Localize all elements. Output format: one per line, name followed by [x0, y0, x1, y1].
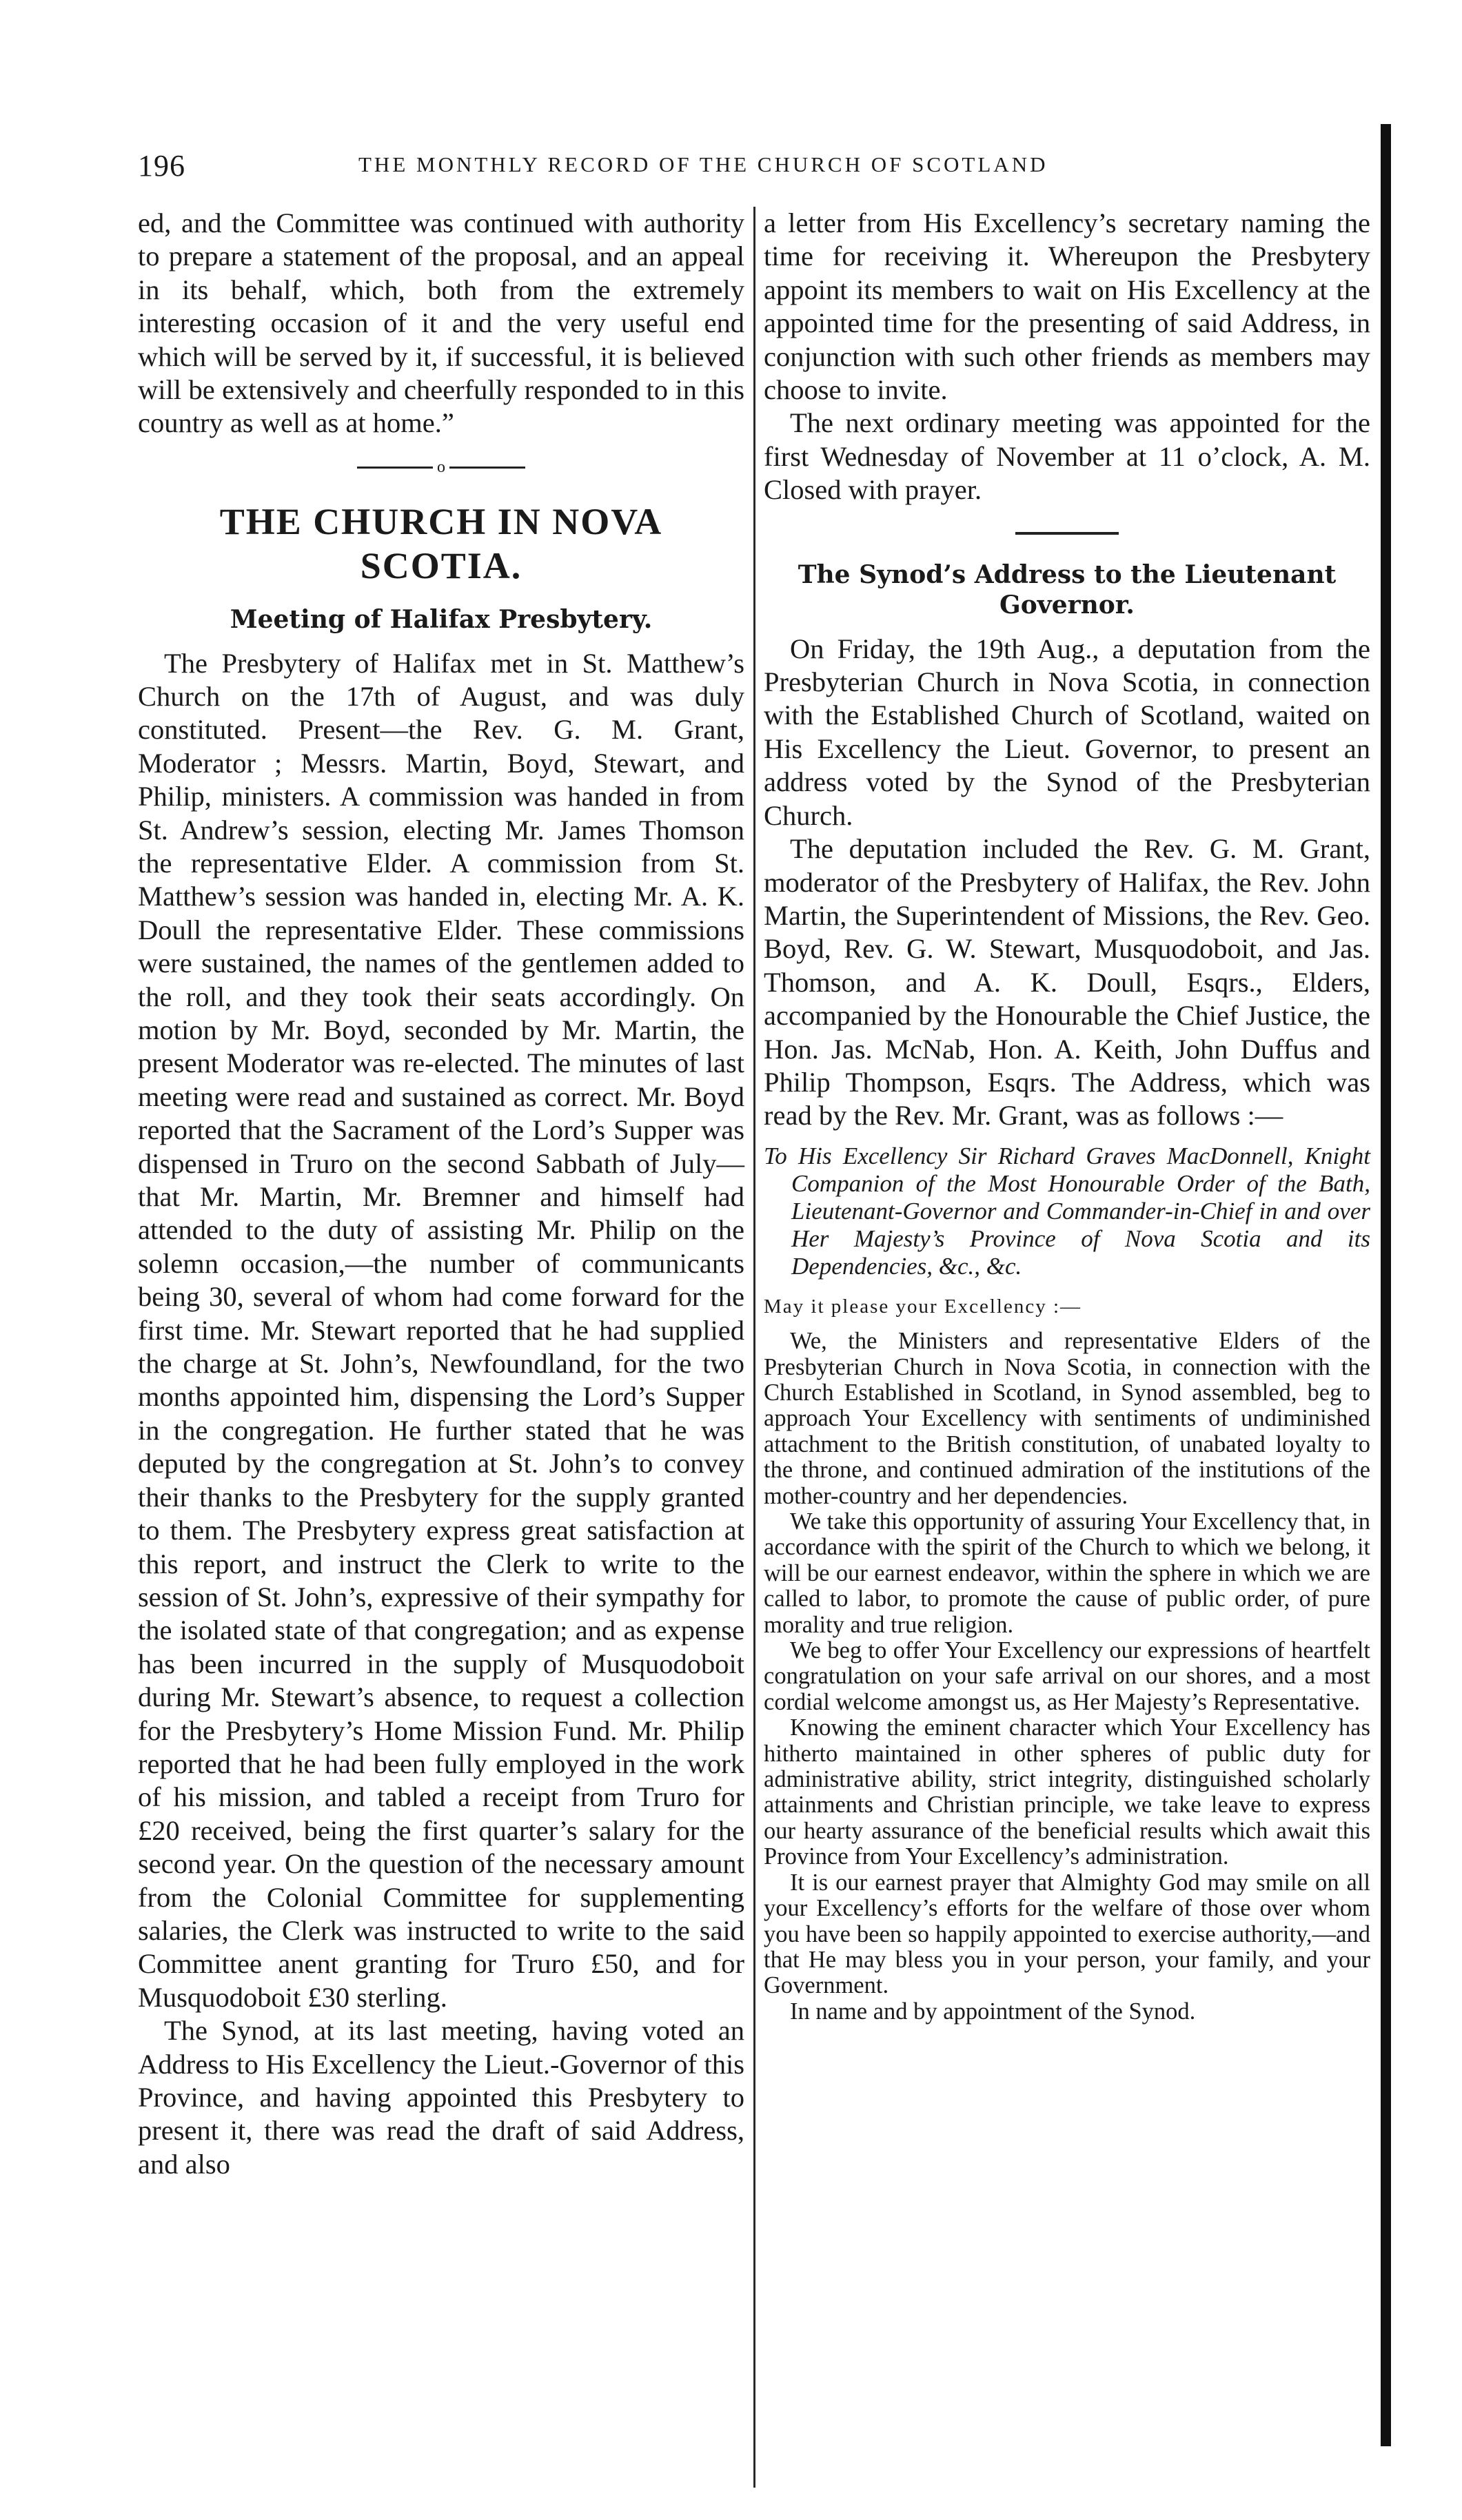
- journal-title: THE MONTHLY RECORD OF THE CHURCH OF SCOTLAND: [358, 152, 1048, 176]
- address-paragraph: We, the Ministers and representative Elders of the Presbyterian Church in Nova Scotia, in connection with the Church Established in Scotland, in Synod assembled, beg to approach Your Excellency with sentiments of undiminished attachment to the British constitution, of unabated loyalty to the throne, and continued admiration of the institutions of the mother-country and her dependencies.: [764, 1328, 1370, 1509]
- article-paragraph: The next ordinary meeting was appointed for the first Wednesday of November at 11 o’clock, A. M. Closed with prayer.: [764, 407, 1370, 506]
- address-paragraph: We take this opportunity of assuring Your Excellency that, in accordance with the spirit of the Church to which we belong, it will be our earnest endeavor, within the sphere in which we are called to labor, to promote the cause of public order, of pure morality and true religion.: [764, 1508, 1370, 1638]
- separator-line-right: [449, 467, 525, 469]
- address-recipient: To His Excellency Sir Richard Graves MacDonnell, Knight Companion of the Most Honourable Order of the Bath, Lieutenant-Governor and Commander-in-Chief in and over Her Majesty’s Province of Nova Scotia and its Dependencies, &c., &c.: [764, 1142, 1370, 1280]
- opening-paragraph: ed, and the Committee was continued with authority to prepare a statement of the proposal, and an appeal in its behalf, which, both from the extremely interesting occasion of it and the very useful end which will be served by it, if successful, it is believed will be extensively and cheerfully responded to in this country as well as at home.”: [138, 207, 744, 439]
- subheading-synod-address: The Synod’s Address to the Lieutenant Governor.: [798, 560, 1337, 619]
- article-paragraph: The Presbytery of Halifax met in St. Matthew’s Church on the 17th of August, and was duly constituted. Present—the Rev. G. M. Grant, Moderator ; Messrs. Martin, Boyd, Stewart, and Philip, ministers. A commission was handed in from St. Andrew’s session, electing Mr. James Thomson the representative Elder. A commission from St. Matthew’s session was handed in, electing Mr. A. K. Doull the representative Elder. These commissions were sustained, the names of the gentlemen added to the roll, and they took their seats accordingly. On motion by Mr. Boyd, seconded by Mr. Martin, the present Moderator was re-elected. The minutes of last meeting were read and sustained as correct. Mr. Boyd reported that the Sacrament of the Lord’s Supper was dispensed in Truro on the second Sabbath of July—that Mr. Martin, Mr. Bremner and himself had attended to the duty of assisting Mr. Philip on the solemn occasion,—the number of communicants being 30, several of whom had come forward for the first time. Mr. Stewart reported that he had supplied the charge at St. John’s, Newfoundland, for the two months appointed him, dispensing the Lord’s Supper in the congregation. He further stated that he was deputed by the congregation at St. John’s to convey their thanks to the Presbytery for the supply granted to them. The Presbytery express great satisfaction at this report, and instruct the Clerk to write to the session of St. John’s, expressive of their sympathy for the isolated state of that congregation; and as expense has been incurred in the supply of Musquodoboit during Mr. Stewart’s absence, to request a collection for the Presbytery’s Home Mission Fund. Mr. Philip reported that he had been fully employed in the work of his mission, and tabled a receipt from Truro for £20 received, being the first quarter’s salary for the second year. On the question of the necessary amount from the Colonial Committee for supplementing salaries, the Clerk was instructed to write to the said Committee anent granting for Truro £50, and for Musquodoboit £30 sterling.: [138, 647, 744, 2013]
- column-rule: [753, 207, 755, 2488]
- binding-shadow-bar: [1381, 124, 1391, 2446]
- article-paragraph: The deputation included the Rev. G. M. Grant, moderator of the Presbytery of Halifax, the Rev. John Martin, the Superintendent of Missions, the Rev. Geo. Boyd, Rev. G. W. Stewart, Musquodoboit, and Jas. Thomson, and A. K. Doull, Esqrs., Elders, accompanied by the Honourable the Chief Justice, the Hon. Jas. McNab, Hon. A. Keith, John Duffus and Philip Thompson, Esqrs. The Address, which was read by the Rev. Mr. Grant, was as follows :—: [764, 833, 1370, 1131]
- article-paragraph: The Synod, at its last meeting, having voted an Address to His Excellency the Lieut.-Governor of this Province, and having appointed this Presbytery to present it, there was read the draft of said Address, and also: [138, 2015, 744, 2180]
- separator-ornament: [138, 450, 744, 484]
- article-paragraph: On Friday, the 19th Aug., a deputation from the Presbyterian Church in Nova Scotia, in connection with the Established Church of Scotland, waited on His Excellency the Lieut. Governor, to present an address voted by the Synod of the Presbyterian Church.: [764, 633, 1370, 831]
- right-column: [764, 207, 1370, 2025]
- address-paragraph: In name and by appointment of the Synod.: [790, 1998, 1196, 2025]
- subheading-halifax-presbytery: Meeting of Halifax Presbytery.: [230, 604, 653, 634]
- address-paragraph: It is our earnest prayer that Almighty God may smile on all your Excellency’s efforts for the welfare of those over whom you have been so happily appointed to exercise authority,—and that He may bless you in your person, your family, and your Government.: [764, 1869, 1370, 1999]
- section-title: THE CHURCH IN NOVA SCOTIA.: [219, 500, 663, 586]
- address-paragraph: Knowing the eminent character which Your Excellency has hitherto maintained in other spheres of public duty for administrative ability, strict integrity, distinguished scholarly attainments and Christian principle, we take leave to express our hearty assurance of the beneficial results which await this Province from Your Excellency’s administration.: [764, 1714, 1370, 1870]
- section-divider: [1015, 532, 1119, 535]
- running-head: [138, 148, 1365, 189]
- separator-line-left: [357, 467, 433, 469]
- separator-mark: o: [437, 458, 445, 477]
- address-paragraph: We beg to offer Your Excellency our expressions of heartfelt congratulation on your safe arrival on our shores, and a most cordial welcome amongst us, as Her Majesty’s Representative.: [764, 1637, 1370, 1715]
- address-salutation: May it please your Excellency :—: [764, 1295, 1082, 1318]
- page-number: 196: [138, 149, 185, 183]
- address-body: [764, 1329, 1370, 2025]
- article-paragraph: a letter from His Excellency’s secretary naming the time for receiving it. Whereupon the Presbytery appoint its members to wait on His Excellency at the appointed time for the presenting of said Address, in conjunction with such other friends as members may choose to invite.: [764, 207, 1370, 406]
- left-column: [138, 207, 744, 2181]
